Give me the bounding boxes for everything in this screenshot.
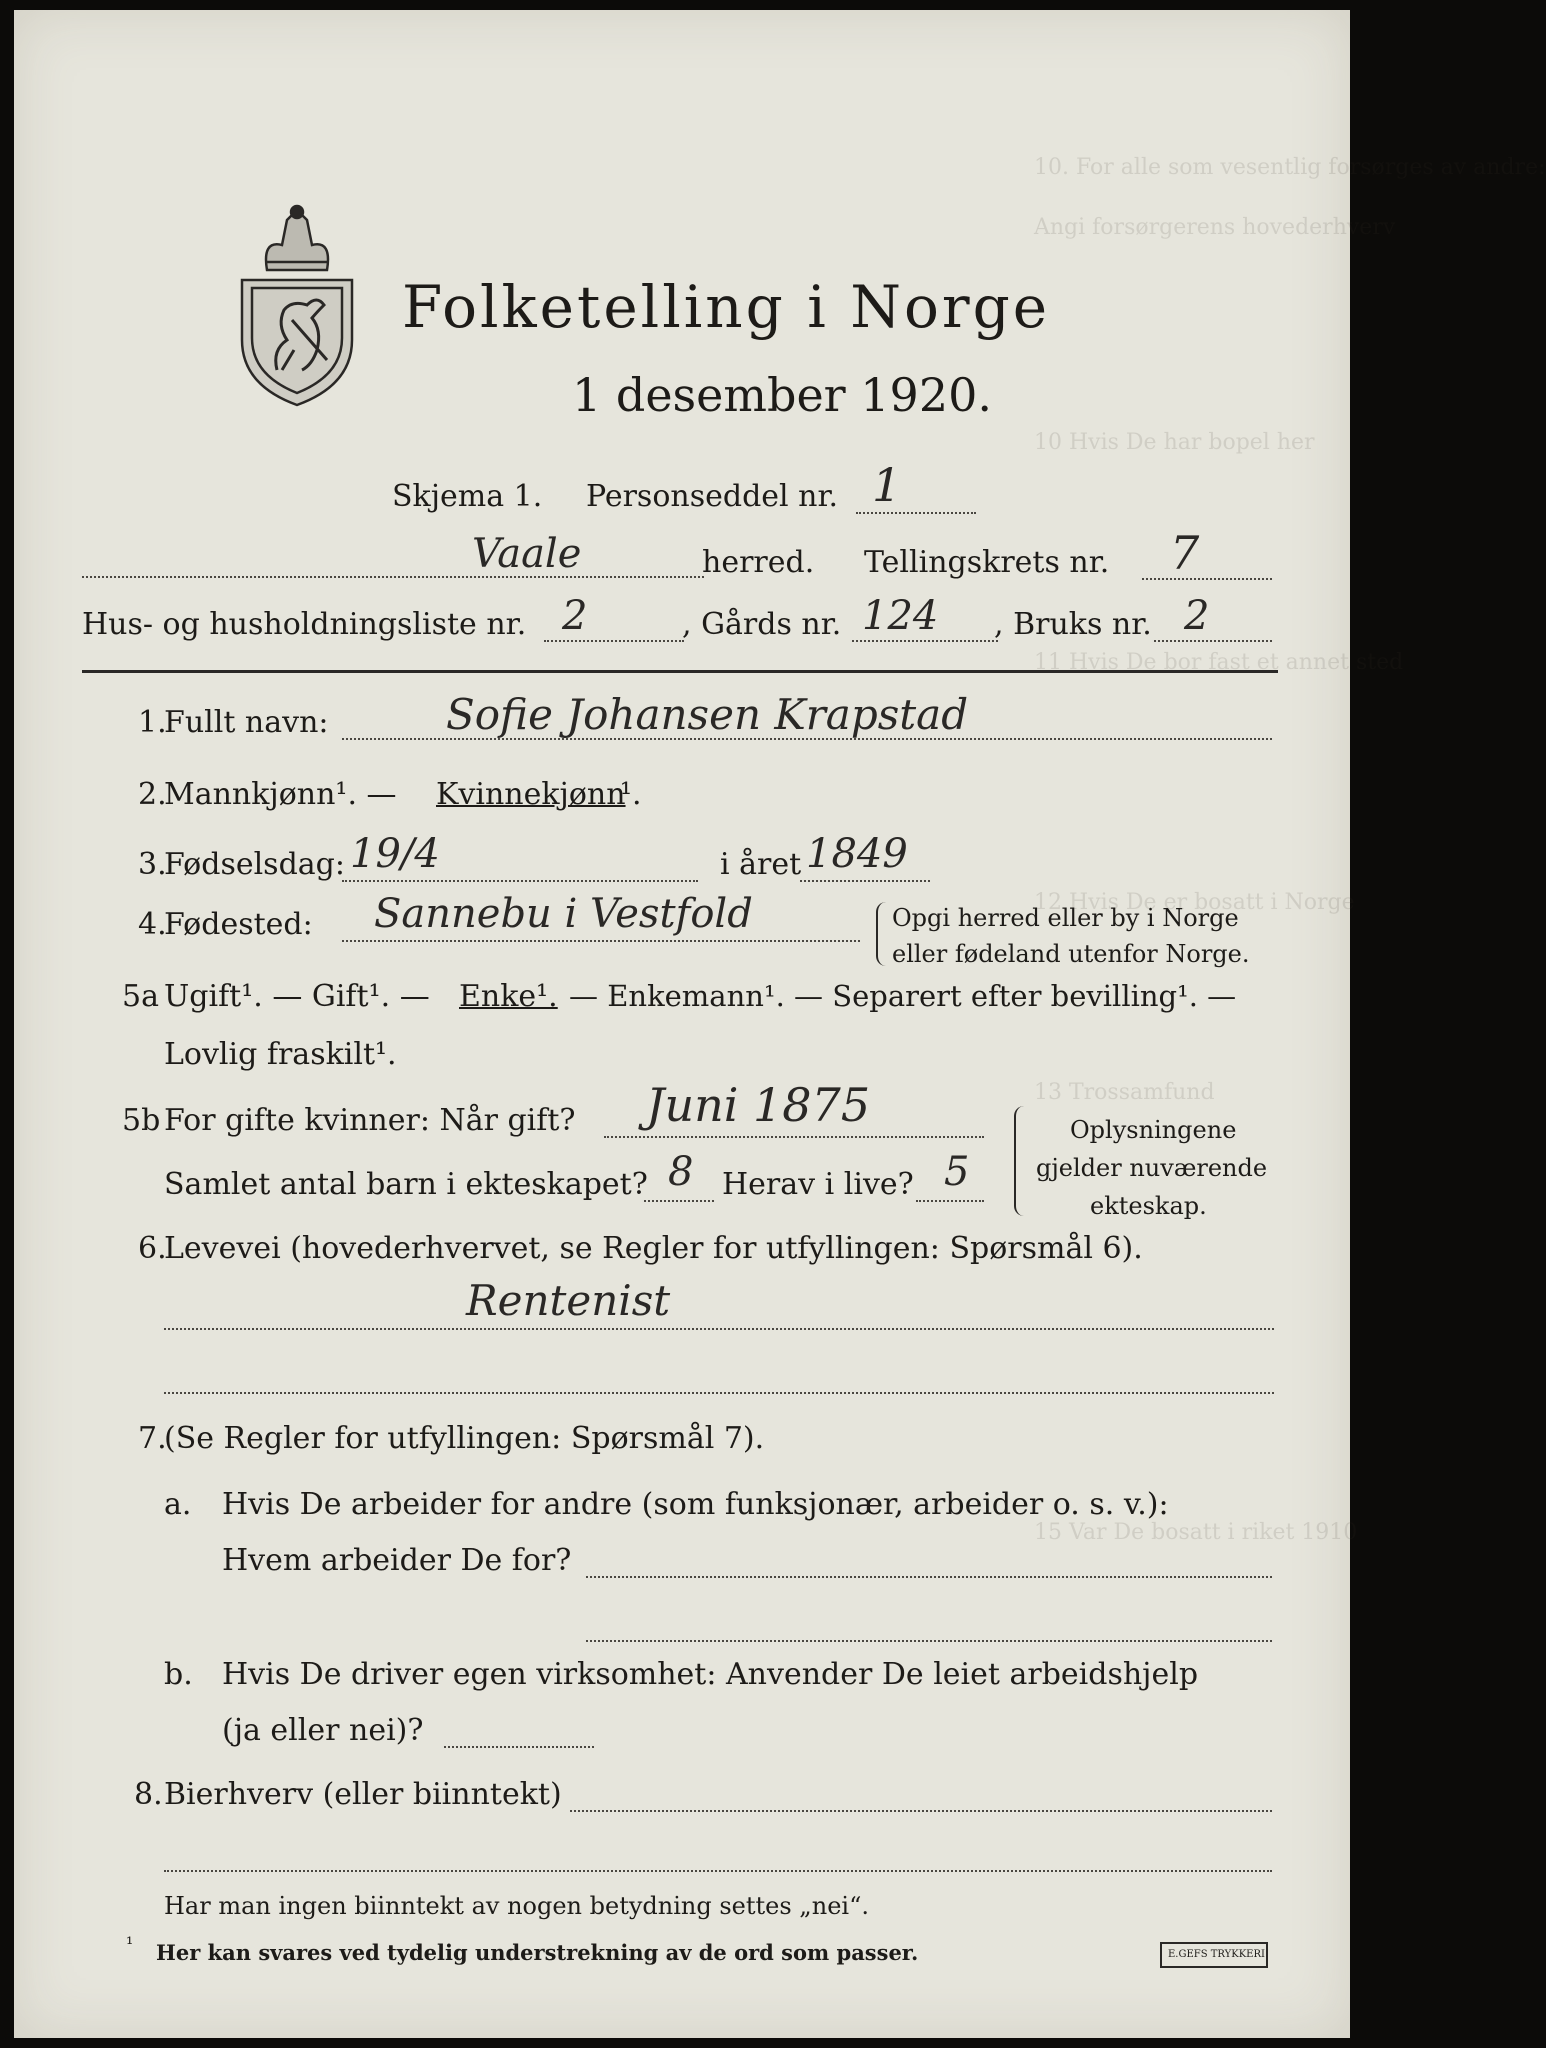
q4-note-line2: eller fødeland utenfor Norge. [892,940,1250,968]
q7a-line1[interactable] [586,1576,1272,1578]
q5b-children-line [644,1200,714,1202]
q3-year-line [800,880,930,882]
q2-male-option[interactable]: Mannkjønn¹. — [164,777,397,812]
bleed-through-text: 10 Hvis De har bopel her [1034,430,1315,455]
form-title: Folketelling i Norge [402,273,1051,341]
tellingskrets-label: Tellingskrets nr. [864,545,1110,580]
q5a-options-part2[interactable]: — Enkemann¹. — Separert efter bevilling¹. — [569,979,1237,1013]
q7a-letter: a. [164,1487,192,1522]
gards-label: , Gårds nr. [682,607,842,642]
footnote-text: Her kan svares ved tydelig understrekning av de ord som passer. [156,1940,919,1965]
q7a-label-line1: Hvis De arbeider for andre (som funksjonær, arbeider o. s. v.): [222,1487,1169,1522]
q3-birth-year[interactable]: 1849 [806,831,908,877]
bleed-through-text: Angi forsørgerens hovederhverv [1034,215,1396,240]
q5b-children-label: Samlet antal barn i ekteskapet? [164,1167,648,1202]
bruks-value[interactable]: 2 [1184,593,1210,639]
q4-note-brace [876,902,888,966]
q6-line2 [164,1392,1274,1394]
q6-line1 [164,1328,1274,1330]
bleed-through-text: 15 Var De bosatt i riket 1910 [1034,1520,1358,1545]
q6-occupation[interactable]: Rentenist [466,1276,671,1325]
q4-number: 4. [138,907,167,942]
q6-number: 6. [138,1231,167,1266]
bleed-through-text: 11 Hvis De bor fast et annet sted [1034,650,1404,675]
bruks-label: , Bruks nr. [994,607,1152,642]
gards-value[interactable]: 124 [862,593,939,639]
q5b-children-value[interactable]: 8 [668,1149,694,1195]
skjema-label: Skjema 1. [392,479,543,514]
q3-birthday[interactable]: 19/4 [350,831,440,877]
q7b-letter: b. [164,1657,193,1692]
herred-value[interactable]: Vaale [472,531,582,577]
header-separator [82,670,1278,673]
personseddel-label: Personseddel nr. [586,479,839,514]
q2-female-option-underlined[interactable]: Kvinnekjønn [436,777,626,812]
printer-stamp-text: E.GEFS TRYKKERI [1168,1949,1265,1960]
q5b-alive-label: Herav i live? [722,1167,914,1202]
q1-full-name[interactable]: Sofie Johansen Krapstad [446,690,969,739]
tellingskrets-line [1142,578,1272,580]
q7b-label-line2: (ja eller nei)? [222,1713,424,1748]
footnote-marker: ¹ [126,1934,134,1955]
husliste-label: Hus- og husholdningsliste nr. [82,607,527,642]
q3-label: Fødselsdag: [164,847,345,882]
census-date: 1 desember 1920. [572,368,992,422]
q3-line [342,880,698,882]
q4-label: Fødested: [164,907,313,942]
q5b-married-label: For gifte kvinner: Når gift? [164,1103,576,1138]
herred-label: herred. [702,545,815,580]
coat-of-arms-icon [232,200,362,410]
q5b-note-brace [1014,1106,1026,1216]
herred-line [82,576,704,578]
q5b-note-line2: gjelder nuværende [1036,1154,1268,1182]
q4-line [342,940,860,942]
q5a-enke-option-underlined[interactable]: Enke¹. [459,979,558,1014]
q4-note-line1: Opgi herred eller by i Norge [892,904,1239,932]
tellingskrets-value[interactable]: 7 [1170,526,1200,580]
personseddel-line [856,512,976,514]
q7a-line2[interactable] [586,1640,1272,1642]
q2-number: 2. [138,777,167,812]
personseddel-value[interactable]: 1 [872,458,902,512]
q8-line2[interactable] [164,1870,1272,1872]
bleed-through-text: 10. For alle som vesentlig forsørges av andre: [1034,155,1546,180]
q1-label: Fullt navn: [164,705,329,740]
q6-label: Levevei (hovederhvervet, se Regler for utfyllingen: Spørsmål 6). [164,1231,1143,1266]
gards-line [852,640,998,642]
q5b-note-line1: Oplysningene [1070,1116,1237,1144]
q8-note: Har man ingen biinntekt av nogen betydning settes „nei“. [164,1892,869,1920]
q8-line1[interactable] [570,1810,1272,1812]
q5a-options-part1[interactable]: Ugift¹. — Gift¹. — [164,979,430,1014]
q8-number: 8. [134,1777,163,1812]
q3-year-label: i året [720,847,802,882]
printer-stamp [1160,1942,1268,1968]
bruks-line [1154,640,1272,642]
q2-footnote-mark: ¹. [620,777,642,812]
q1-number: 1. [138,705,167,740]
q7b-label-line1: Hvis De driver egen virksomhet: Anvender De leiet arbeidshjelp [222,1657,1199,1692]
q5b-alive-line [916,1200,984,1202]
husliste-line [544,640,684,642]
q4-birthplace[interactable]: Sannebu i Vestfold [374,891,753,937]
q7a-label-line2: Hvem arbeider De for? [222,1543,572,1578]
husliste-value[interactable]: 2 [562,593,588,639]
q7-label: (Se Regler for utfyllingen: Spørsmål 7). [164,1421,765,1456]
q5b-note-line3: ekteskap. [1090,1192,1207,1220]
q5a-options-line2[interactable]: Lovlig fraskilt¹. [164,1037,397,1072]
bleed-through-text: 12 Hvis De er bosatt i Norge [1034,890,1355,915]
bleed-through-text: 13 Trossamfund [1034,1080,1215,1105]
q5b-number: 5b [122,1103,161,1138]
q5a-number: 5a [122,979,159,1014]
q3-number: 3. [138,847,167,882]
q5b-married-line [604,1136,984,1138]
q7-number: 7. [138,1421,167,1456]
q5b-married-date[interactable]: Juni 1875 [646,1078,871,1132]
q7b-line[interactable] [444,1746,594,1748]
q5b-alive-value[interactable]: 5 [944,1149,970,1195]
q8-label: Bierhverv (eller biinntekt) [164,1777,562,1812]
census-form-page [14,10,1546,2038]
